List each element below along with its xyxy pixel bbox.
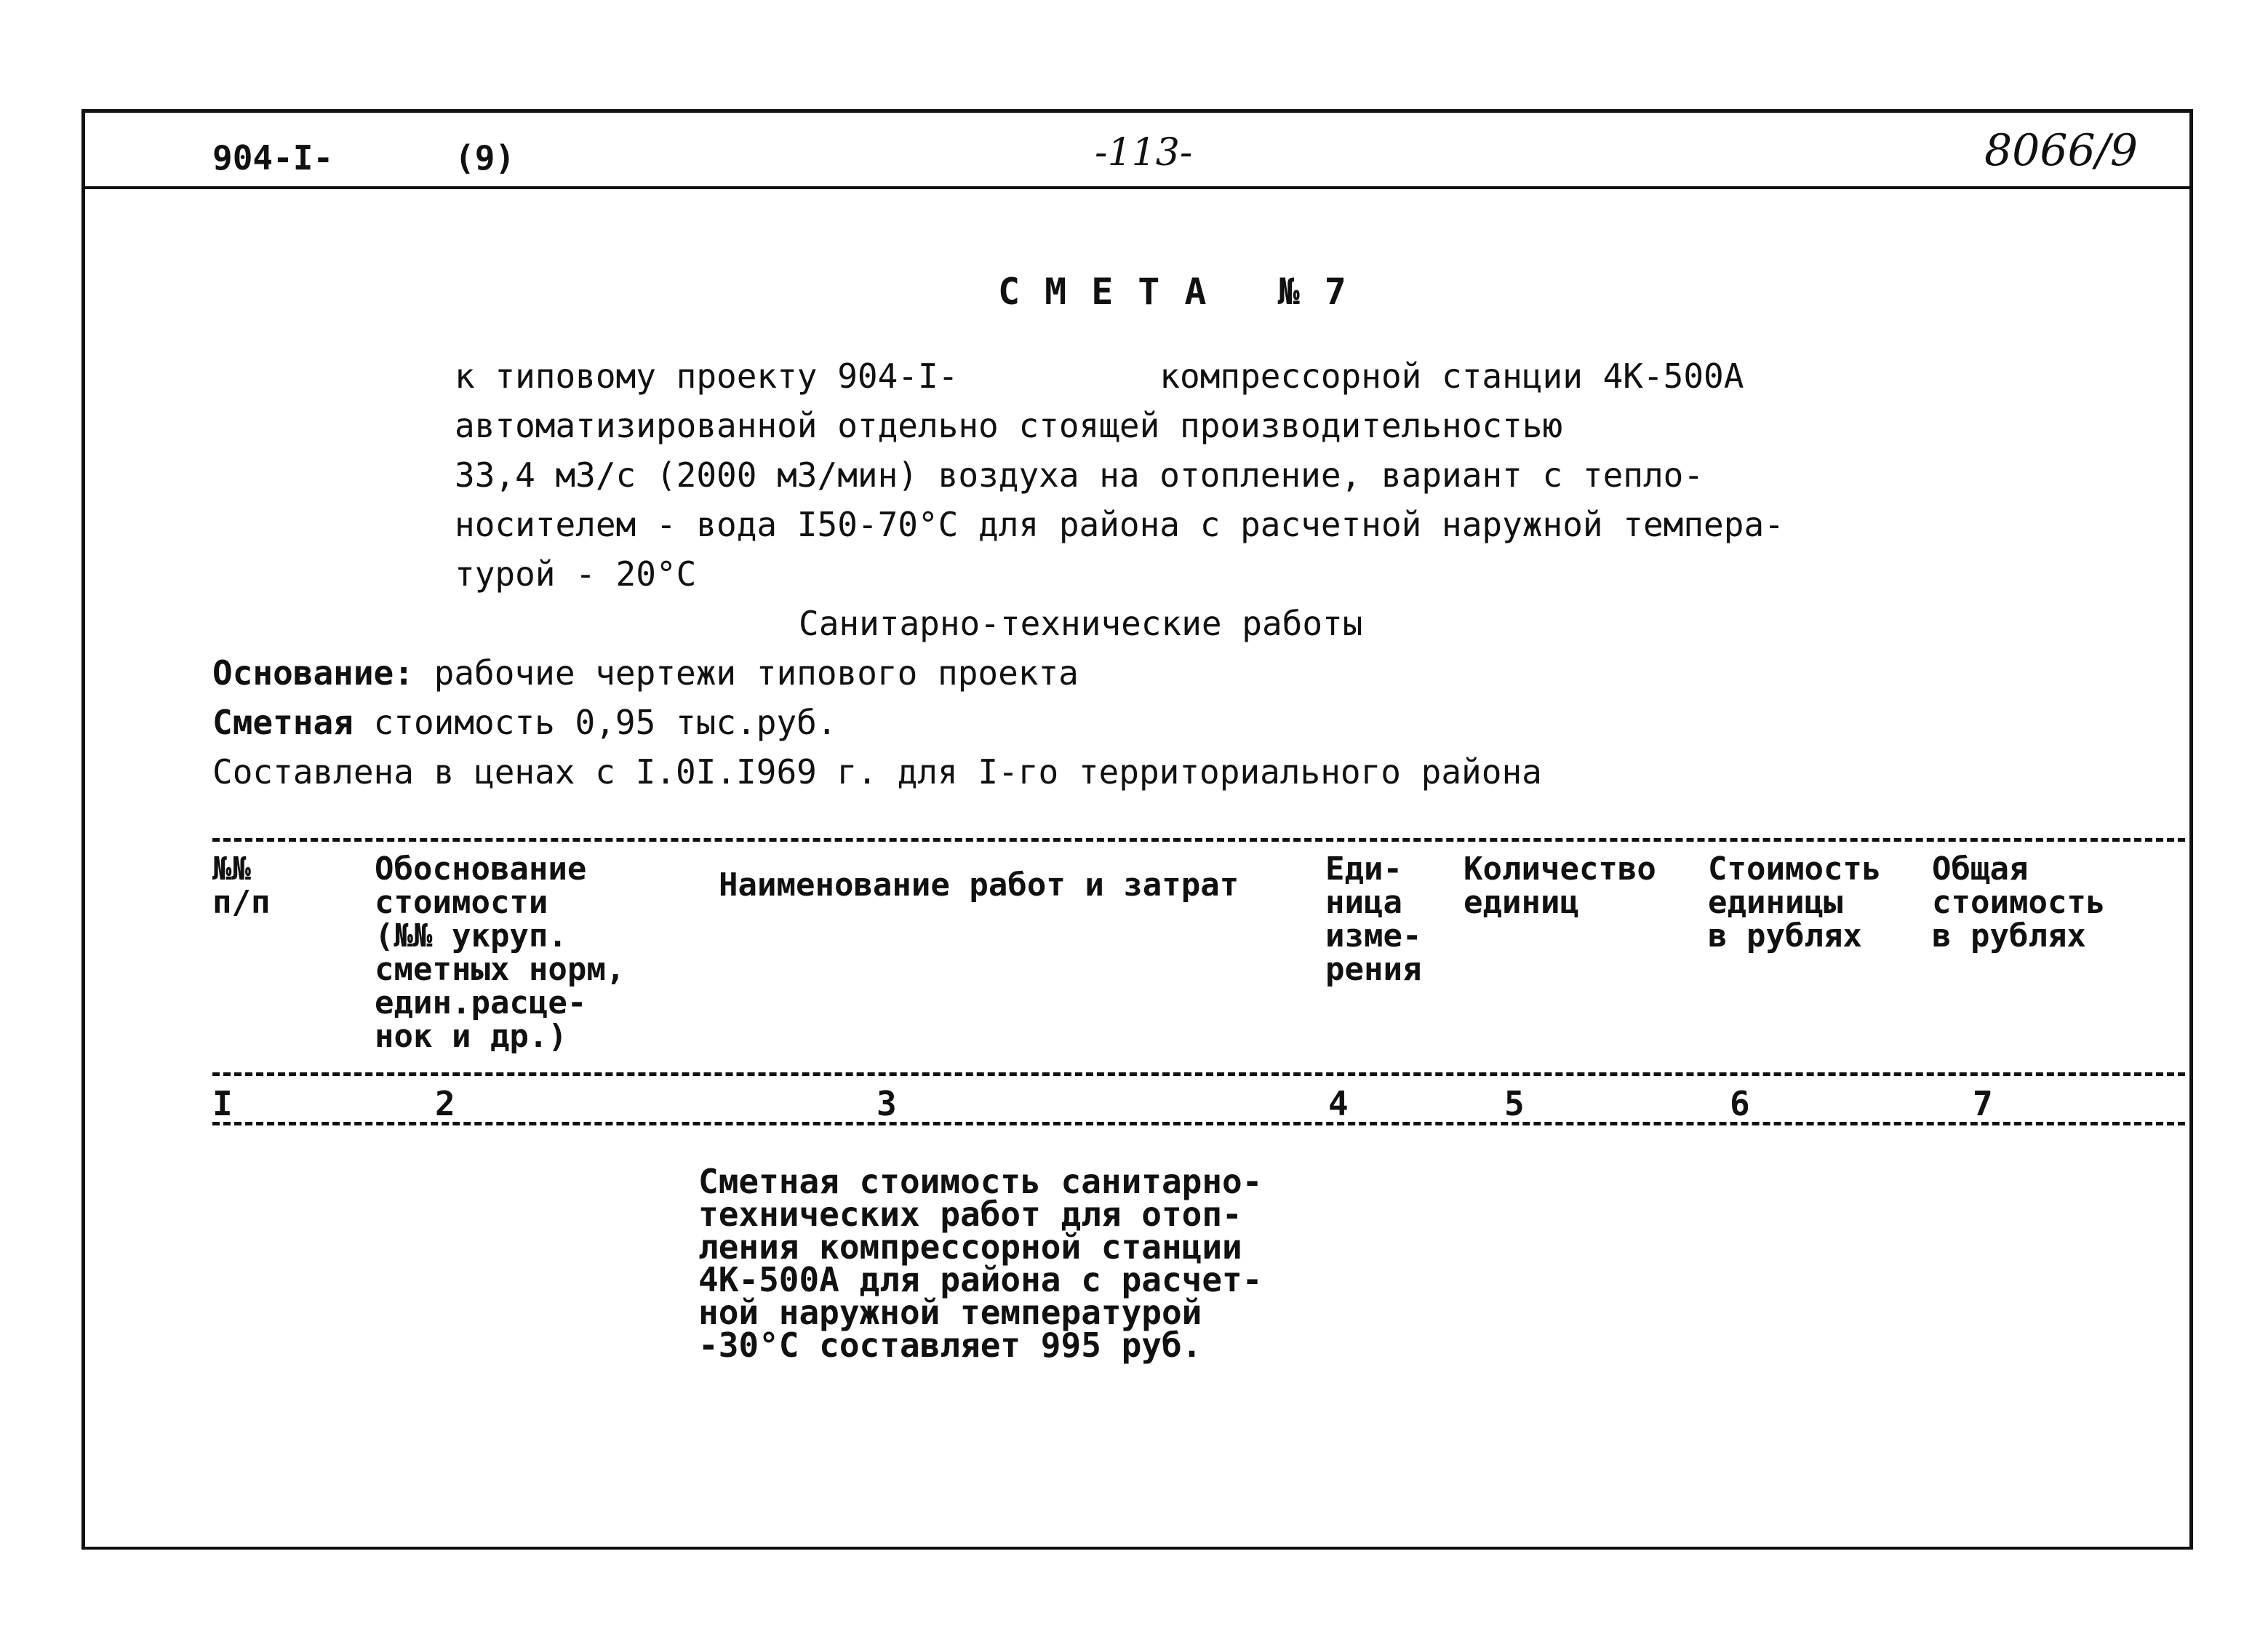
frame-bottom-border bbox=[81, 1547, 2192, 1550]
header-code: 904-I- bbox=[212, 138, 334, 178]
page-number: -113- bbox=[1095, 131, 1193, 175]
col-number-4: 4 bbox=[1328, 1084, 1349, 1123]
work-type-subtitle: Санитарно-технические работы bbox=[799, 604, 1363, 643]
col-number-1: I bbox=[212, 1084, 233, 1123]
intro-line-2: автоматизированной отдельно стоящей производительностью bbox=[455, 406, 1563, 445]
frame-left-border bbox=[81, 109, 85, 1550]
table-header-rule bbox=[212, 1072, 2185, 1076]
col-number-3: 3 bbox=[877, 1084, 897, 1123]
document-title: СМЕТА №7 bbox=[998, 271, 1371, 313]
table-top-rule bbox=[212, 838, 2185, 842]
cost-summary-note: Сметная стоимость санитарно- технических работ для отоп- ления компрессорной станции 4К-500А для района с расчет- ной наружной температурой -30°С составляет 995 руб. bbox=[698, 1162, 1263, 1365]
frame-top-border bbox=[81, 109, 2192, 113]
intro-line-1: к типовому проекту 904-I- компрессорной станции 4К-500А bbox=[455, 356, 1744, 396]
basis-value: рабочие чертежи типового проекта bbox=[413, 653, 1079, 693]
cost-label: Сметная bbox=[212, 703, 354, 742]
intro-line-4: носителем - вода I50-70°С для района с расчетной наружной темпера- bbox=[455, 505, 1784, 544]
archive-number: 8066/9 bbox=[1984, 125, 2139, 176]
col-header-unit: Еди- ница изме- рения bbox=[1325, 850, 1422, 988]
basis-line bbox=[212, 653, 1079, 693]
table-numbers-rule bbox=[212, 1122, 2185, 1125]
col-header-number: №№ п/п bbox=[212, 850, 271, 921]
intro-line-5: турой - 20°С bbox=[455, 554, 697, 594]
cost-value: стоимость 0,95 тыс.руб. bbox=[353, 703, 837, 742]
col-number-5: 5 bbox=[1504, 1084, 1525, 1123]
col-header-basis: Обоснование стоимости (№№ укруп. сметных норм, един.расце- нок и др.) bbox=[375, 850, 626, 1055]
col-header-quantity: Количество единиц bbox=[1464, 850, 1656, 921]
col-number-2: 2 bbox=[435, 1084, 455, 1123]
col-header-name: Наименование работ и затрат bbox=[719, 866, 1239, 904]
intro-line-3: 33,4 м3/с (2000 м3/мин) воздуха на отопление, вариант с тепло- bbox=[455, 455, 1704, 495]
cost-line bbox=[212, 703, 837, 742]
col-number-6: 6 bbox=[1730, 1084, 1750, 1123]
frame-right-border bbox=[2189, 109, 2193, 1550]
col-number-7: 7 bbox=[1973, 1084, 1993, 1123]
col-header-unit-cost: Стоимость единицы в рублях bbox=[1708, 850, 1882, 954]
col-header-total-cost: Общая стоимость в рублях bbox=[1932, 850, 2106, 954]
prices-line: Составлена в ценах с I.0I.I969 г. для I-го территориального района bbox=[212, 752, 1542, 792]
header-rule bbox=[81, 186, 2192, 189]
header-code-number: (9) bbox=[455, 138, 516, 178]
basis-label: Основание: bbox=[212, 653, 414, 693]
